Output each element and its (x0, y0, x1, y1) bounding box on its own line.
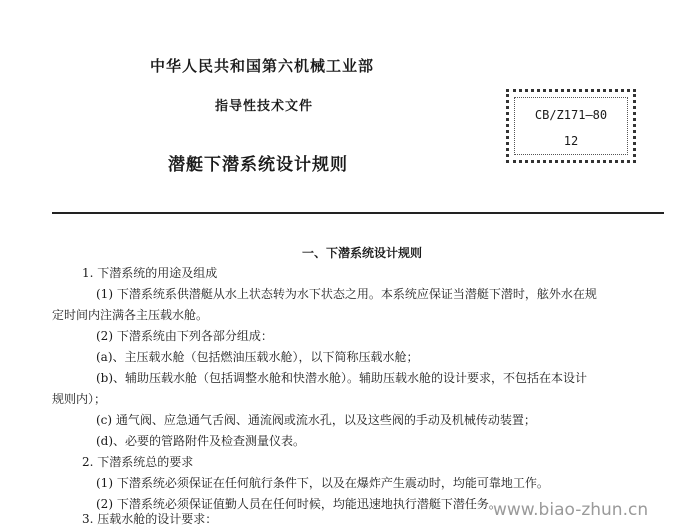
body-line-5: (a)、主压载水舱（包括燃油压载水舱），以下简称压载水舱； (96, 350, 419, 364)
document-title: 潜艇下潜系统设计规则 (168, 155, 348, 175)
standard-code-box (506, 89, 636, 163)
body-line-8: (c) 通气阀、应急通气舌阀、通流阀或流水孔，以及这些阀的手动及机械传动装置； (96, 413, 536, 427)
body-line-12: (2) 下潜系统必须保证值勤人员在任何时候，均能迅速地执行潜艇下潜任务。 (96, 497, 501, 511)
header-divider (52, 212, 664, 214)
body-line-13: 3. 压载水舱的设计要求： (82, 512, 218, 526)
body-line-11: (1) 下潜系统必须保证在任何航行条件下，以及在爆炸产生震动时，均能可靠地工作。 (96, 476, 549, 490)
body-line-3: 定时间内注满各主压载水舱。 (52, 308, 209, 322)
document-type: 指导性技术文件 (215, 99, 314, 114)
body-line-9: (d)、必要的管路附件及检查测量仪表。 (96, 434, 306, 448)
body-line-2: (1) 下潜系统系供潜艇从水上状态转为水下状态之用。本系统应保证当潜艇下潜时，舷外水在规 (96, 287, 597, 301)
watermark: www.biao-zhun.cn (493, 500, 649, 520)
standard-number: 12 (563, 134, 579, 148)
body-line-1: 1. 下潜系统的用途及组成 (82, 266, 218, 280)
body-line-6: (b)、辅助压载水舱（包括调整水舱和快潜水舱）。辅助压载水舱的设计要求，不包括在本设计 (96, 371, 588, 385)
body-line-7: 规则内）； (52, 392, 107, 406)
section-title: 一、下潜系统设计规则 (302, 246, 423, 260)
body-line-4: (2) 下潜系统由下列各部分组成： (96, 329, 273, 343)
ministry-name: 中华人民共和国第六机械工业部 (150, 57, 375, 75)
standard-code: CB/Z171—80 (534, 108, 608, 122)
body-line-10: 2. 下潜系统总的要求 (82, 455, 194, 469)
